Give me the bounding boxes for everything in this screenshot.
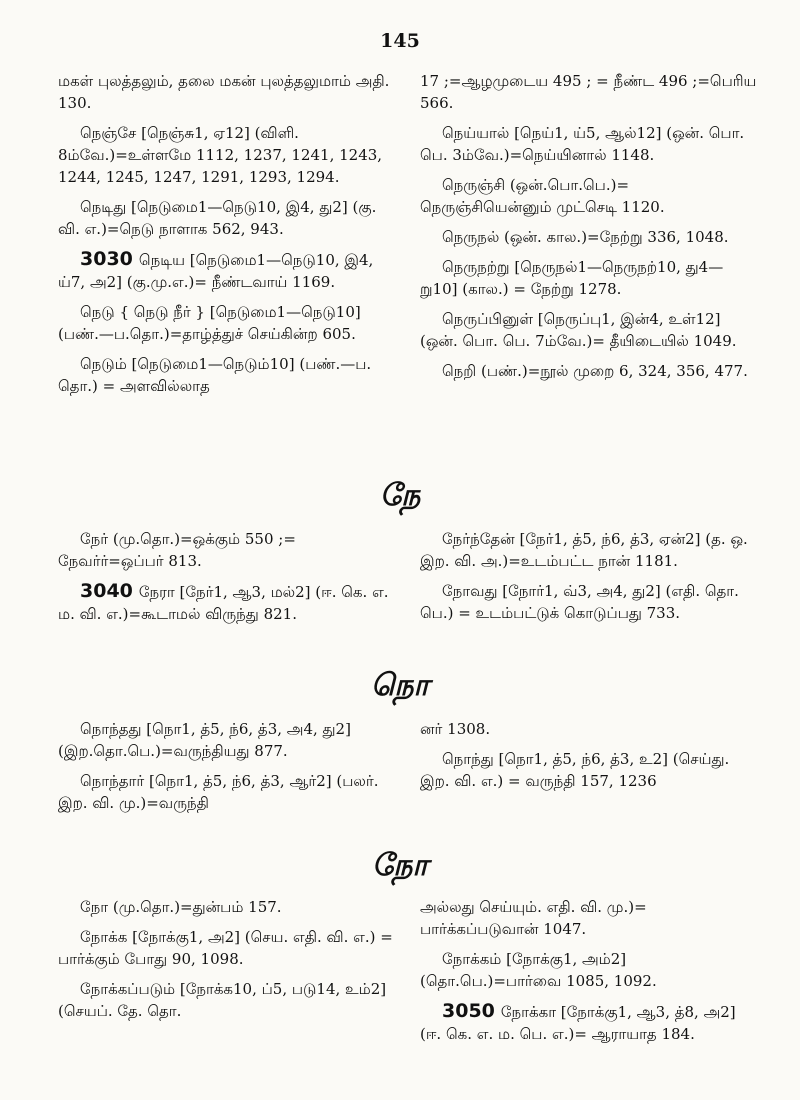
section-heading: நே <box>379 478 421 513</box>
entry-text: நெருநற்று [நெருநல்1—நெருநற்10, து4—று10] (கால.) = நேற்று 1278. <box>420 258 724 298</box>
dictionary-entry <box>420 896 758 940</box>
entry-text: னர் 1308. <box>420 720 491 738</box>
right-column <box>420 718 758 822</box>
dictionary-entry <box>420 70 758 114</box>
dictionary-entry <box>58 248 396 293</box>
dictionary-entry <box>58 528 396 572</box>
dictionary-entry <box>58 70 396 114</box>
entry-text: நெருநல் (ஒன். கால.)=நேற்று 336, 1048. <box>442 228 729 246</box>
dictionary-entry <box>420 256 758 300</box>
section-ne <box>58 70 758 405</box>
dictionary-entry <box>58 770 396 814</box>
section-noo <box>58 896 758 1053</box>
left-column <box>58 70 396 405</box>
section-no <box>58 718 758 822</box>
left-column <box>58 718 396 822</box>
dictionary-entry <box>58 196 396 240</box>
dictionary-entry <box>58 978 396 1022</box>
page-number: 145 <box>380 30 420 52</box>
entry-text: நெடு { நெடு நீர் } [நெடுமை1—நெடு10] (பண்.—ப.தொ.)=தாழ்த்துச் செய்கின்ற 605. <box>58 303 361 343</box>
entry-text: அல்லது செய்யும். எதி. வி. மு.)= பார்க்கப்படுவான் 1047. <box>420 898 647 938</box>
left-column <box>58 528 396 633</box>
entry-text: நெருஞ்சி (ஒன்.பொ.பெ.)= நெருஞ்சியென்னும் முட்செடி 1120. <box>420 176 665 216</box>
entry-text: நொந்து [நொ1, த்5, ந்6, த்3, உ2] (செய்து. இற. வி. எ.) = வருந்தி 157, 1236 <box>420 750 730 790</box>
entry-text: நெடிய [நெடுமை1—நெடு10, இ4, ய்7, அ2] (கு.மு.எ.)= நீண்டவாய் 1169. <box>58 251 374 291</box>
dictionary-entry <box>420 360 758 382</box>
entry-text: நேரா [நேர்1, ஆ3, மல்2] (ஈ. கெ. எ. ம. வி. எ.)=கூடாமல் விருந்து 821. <box>58 583 389 623</box>
dictionary-entry <box>58 353 396 397</box>
entry-text: நெஞ்சே [நெஞ்சு1, ஏ12] (விளி. 8ம்வே.)=உள்ளமே 1112, 1237, 1241, 1243, 1244, 1245, 1247, 1291, 1293, 1294. <box>58 124 383 186</box>
entry-text: நோக்கம் [நோக்கு1, அம்2] (தொ.பெ.)=பார்வை 1085, 1092. <box>420 950 657 990</box>
dictionary-entry <box>58 718 396 762</box>
dictionary-entry <box>58 926 396 970</box>
right-column <box>420 896 758 1053</box>
dictionary-entry <box>420 748 758 792</box>
left-column <box>58 896 396 1053</box>
dictionary-entry <box>58 301 396 345</box>
dictionary-entry <box>420 308 758 352</box>
entry-text: நேர் (மு.தொ.)=ஒக்கும் 550 ;= நேவர்ர்=ஒப்பர் 813. <box>58 530 296 570</box>
dictionary-entry <box>420 1000 758 1045</box>
entry-text: நெய்யால் [நெய்1, ய்5, ஆல்12] (ஒன். பொ. பெ. 3ம்வே.)=நெய்யினால் 1148. <box>420 124 745 164</box>
dictionary-entry <box>58 896 396 918</box>
entry-text: 17 ;=ஆழமுடைய 495 ; = நீண்ட 496 ;=பெரிய 566. <box>420 72 757 112</box>
entry-text: நேர்ந்தேன் [நேர்1, த்5, ந்6, த்3, ஏன்2] (த. ஒ. இற. வி. அ.)=உடம்பட்ட நான் 1181. <box>420 530 748 570</box>
entry-text: நெடும் [நெடுமை1—நெடும்10] (பண்.—ப. தொ.) = அளவில்லாத <box>58 355 372 395</box>
section-heading: நோ <box>371 848 429 883</box>
dictionary-entry <box>420 528 758 572</box>
entry-text: நொந்தது [நொ1, த்5, ந்6, த்3, அ4, து2] (இற.தொ.பெ.)=வருந்தியது 877. <box>58 720 351 760</box>
entry-text: நோ (மு.தொ.)=துன்பம் 157. <box>80 898 282 916</box>
entry-number: 3050 <box>442 1000 495 1022</box>
entry-number: 3030 <box>80 248 133 270</box>
dictionary-entry <box>58 580 396 625</box>
entry-text: நோக்க [நோக்கு1, அ2] (செய. எதி. வி. எ.) = பார்க்கும் போது 90, 1098. <box>58 928 393 968</box>
dictionary-entry <box>420 580 758 624</box>
section-nee <box>58 528 758 633</box>
right-column <box>420 528 758 633</box>
dictionary-entry <box>420 718 758 740</box>
section-heading: நொ <box>370 668 430 703</box>
dictionary-entry <box>420 122 758 166</box>
entry-text: நெடிது [நெடுமை1—நெடு10, இ4, து2] (கு. வி. எ.)=நெடு நாளாக 562, 943. <box>58 198 377 238</box>
entry-text: நொந்தார் [நொ1, த்5, ந்6, த்3, ஆர்2] (பலர். இற. வி. மு.)=வருந்தி <box>58 772 379 812</box>
entry-text: நெறி (பண்.)=நூல் முறை 6, 324, 356, 477. <box>442 362 748 380</box>
entry-text: நோவது [நோர்1, வ்3, அ4, து2] (எதி. தொ. பெ.) = உடம்பட்டுக் கொடுப்பது 733. <box>420 582 739 622</box>
entry-text: நோக்கா [நோக்கு1, ஆ3, த்8, அ2] (ஈ. கெ. எ. ம. பெ. எ.)= ஆராயாத 184. <box>420 1003 736 1043</box>
entry-number: 3040 <box>80 580 133 602</box>
dictionary-entry <box>58 122 396 188</box>
entry-text: மகள் புலத்தலும், தலை மகன் புலத்தலுமாம் அதி. 130. <box>58 72 390 112</box>
dictionary-entry <box>420 948 758 992</box>
entry-text: நோக்கப்படும் [நோக்க10, ப்5, படு14, உம்2] (செயப். தே. தொ. <box>58 980 387 1020</box>
dictionary-entry <box>420 226 758 248</box>
right-column <box>420 70 758 405</box>
entry-text: நெருப்பினுள் [நெருப்பு1, இன்4, உள்12] (ஒன். பொ. பெ. 7ம்வே.)= தீயிடையில் 1049. <box>420 310 737 350</box>
dictionary-entry <box>420 174 758 218</box>
